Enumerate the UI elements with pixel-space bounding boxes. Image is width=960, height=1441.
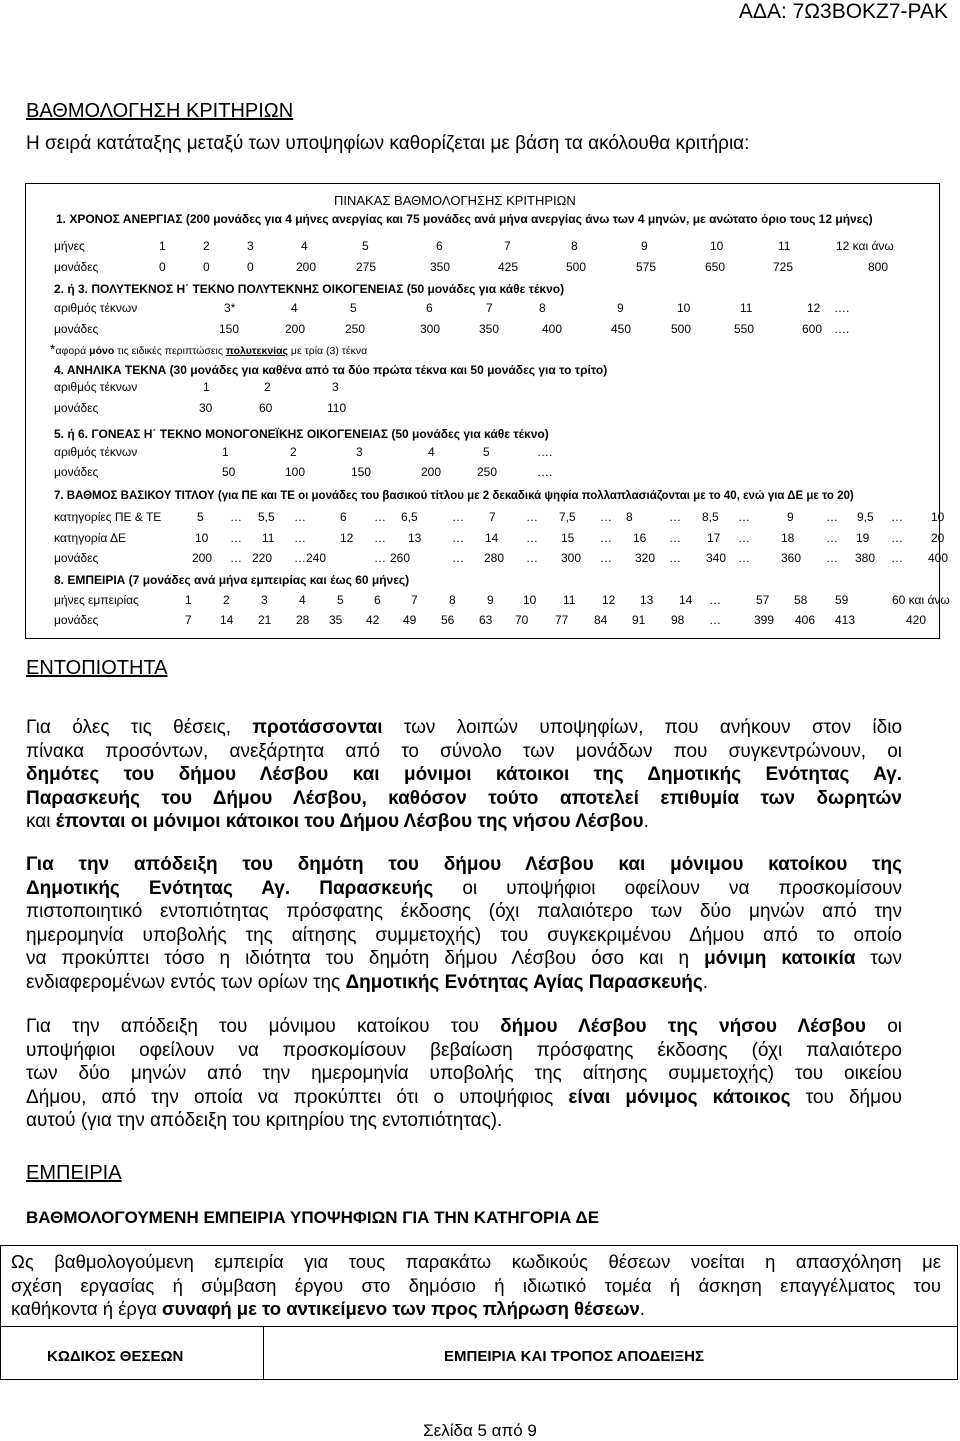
table-cell: 91 xyxy=(632,613,646,627)
section-7-row-label: μονάδες xyxy=(54,551,99,565)
table-cell: … xyxy=(826,510,838,524)
table-cell: … xyxy=(452,551,464,565)
page-number: Σελίδα 5 από 9 xyxy=(423,1421,537,1440)
table-cell: 10 xyxy=(710,239,724,253)
entopiotita-title: ΕΝΤΟΠΙΟΤΗΤΑ xyxy=(26,657,168,679)
table-cell: 35 xyxy=(329,613,343,627)
table-cell: 550 xyxy=(734,322,755,336)
table-cell: 7,5 xyxy=(559,510,576,524)
table-cell: 3 xyxy=(356,445,363,459)
table-cell: … xyxy=(600,531,612,545)
table-cell: 8,5 xyxy=(702,510,719,524)
table-cell: 6 xyxy=(426,301,433,315)
table-cell: 49 xyxy=(403,613,417,627)
table-cell: 406 xyxy=(795,613,816,627)
table-cell: 2 xyxy=(290,445,297,459)
table-cell: 9 xyxy=(487,593,494,607)
table-cell: 4 xyxy=(428,445,435,459)
table-cell: 300 xyxy=(561,551,582,565)
table-cell: 56 xyxy=(441,613,455,627)
table-cell: …. xyxy=(834,322,850,336)
table-cell: 12 xyxy=(807,301,821,315)
table-cell: … xyxy=(374,551,386,565)
table-cell: 3 xyxy=(247,239,254,253)
section-7-row-label: κατηγορία ΔΕ xyxy=(54,531,126,545)
section-7-heading: 7. ΒΑΘΜΟΣ ΒΑΣΙΚΟΥ ΤΙΤΛΟΥ (για ΠΕ και ΤΕ οι μονάδες του βασικού τίτλου με 2 δεκαδικά ψηφία πολλαπλασιάζονται με το 40, ενώ για ΔΕ με το 20) xyxy=(54,490,854,502)
table-cell: 320 xyxy=(635,551,656,565)
column-divider xyxy=(263,1326,264,1380)
table-cell: … xyxy=(669,551,681,565)
table-cell: 10 xyxy=(523,593,537,607)
criteria-table-title: ΠΙΝΑΚΑΣ ΒΑΘΜΟΛΟΓΗΣΗΣ ΚΡΙΤΗΡΙΩΝ xyxy=(334,193,576,208)
table-cell: 150 xyxy=(219,322,240,336)
table-cell: … xyxy=(294,531,306,545)
table-cell: 5,5 xyxy=(258,510,275,524)
table-cell: … xyxy=(826,531,838,545)
table-cell: 11 xyxy=(778,239,791,253)
table-cell: … xyxy=(294,551,306,565)
experience-description: Ως βαθμολογούμενη εμπειρία για τους παρακάτω κωδικούς θέσεων νοείται η απασχόληση με σχέση εργασίας ή σύμβαση έργου στο δημόσιο ή ιδιωτικό τομέα ή άσκηση επαγγέλματος του καθήκοντα ή έργα συναφή με το αντικείμενο των προς πλήρωση θέσεων. xyxy=(11,1251,941,1319)
table-cell: … xyxy=(669,531,681,545)
table-divider xyxy=(1,1326,957,1327)
entopiotita-paragraph-3: Για την απόδειξη του μόνιμου κατοίκου του δήμου Λέσβου της νήσου Λέσβου οι υποψήφιοι οφείλουν να προσκομίσουν βεβαίωση πρόσφατης έκδοσης (όχι παλαιότερο των δύο μηνών από την ημερομηνία υποβολής της αίτησης συμμετοχής) του οικείου Δήμου, από την οποία να προκύπτει ότι ο υποψήφιος είναι μόνιμος κάτοικος του δήμου αυτού (για την απόδειξη του κριτηρίου της εντοπιότητας). xyxy=(26,1016,902,1131)
table-cell: 110 xyxy=(327,401,347,415)
table-cell: 20 xyxy=(931,531,945,545)
table-cell: 21 xyxy=(258,613,272,627)
section-1-row-label: μονάδες xyxy=(54,260,99,274)
entopiotita-paragraph-1: Για όλες τις θέσεις, προτάσσονται των λοιπών υποψηφίων, που ανήκουν στον ίδιο πίνακα προσόντων, ανεξάρτητα από το σύνολο των μονάδων που συγκεντρώνουν, οι δημότες του δήμου Λέσβου και μόνιμοι κάτοικοι της Δημοτικής Ενότητας Αγ. Παρασκευής του Δήμου Λέσβου, καθόσον τούτο αποτελεί επιθυμία των δωρητών και έπονται οι μόνιμοι κάτοικοι του Δήμου Λέσβου της νήσου Λέσβου. xyxy=(26,717,903,832)
table-cell: 8 xyxy=(571,239,578,253)
table-cell: … xyxy=(709,593,721,607)
table-cell: 17 xyxy=(707,531,721,545)
table-cell: 60 xyxy=(259,401,273,415)
table-cell: 28 xyxy=(296,613,310,627)
table-cell: 10 xyxy=(195,531,209,545)
table-cell: 4 xyxy=(291,301,298,315)
table-cell: 5 xyxy=(362,239,369,253)
table-cell: 6 xyxy=(374,593,381,607)
table-cell: 260 xyxy=(390,551,411,565)
table-cell: 19 xyxy=(856,531,870,545)
section-7-row-label: κατηγορίες ΠΕ & ΤΕ xyxy=(54,510,162,524)
table-cell: … xyxy=(230,510,242,524)
experience-table xyxy=(0,1245,958,1380)
table-cell: 77 xyxy=(555,613,569,627)
section-8-heading: 8. ΕΜΠΕΙΡΙΑ (7 μονάδες ανά μήνα εμπειρίας και έως 60 μήνες) xyxy=(54,573,410,587)
table-cell: 2 xyxy=(203,239,210,253)
table-cell: … xyxy=(526,551,538,565)
table-cell: 7 xyxy=(486,301,493,315)
empeiria-subtitle: ΒΑΘΜΟΛΟΓΟΥΜΕΝΗ ΕΜΠΕΙΡΙΑ ΥΠΟΨΗΦΙΩΝ ΓΙΑ ΤΗΝ ΚΑΤΗΓΟΡΙΑ ΔΕ xyxy=(26,1208,600,1227)
table-cell: 59 xyxy=(835,593,849,607)
table-cell: 420 xyxy=(906,613,927,627)
table-cell: 12 και άνω xyxy=(836,239,894,253)
table-cell: 400 xyxy=(928,551,949,565)
table-cell: 9 xyxy=(787,510,794,524)
table-cell: 98 xyxy=(671,613,685,627)
section-5-row-label: μονάδες xyxy=(54,465,99,479)
table-cell: 8 xyxy=(626,510,633,524)
table-cell: 3 xyxy=(261,593,268,607)
table-cell: 5 xyxy=(337,593,344,607)
table-cell: 60 και άνω xyxy=(892,593,950,607)
table-cell: 12 xyxy=(340,531,354,545)
section-2-row-label: μονάδες xyxy=(54,322,99,336)
table-cell: 16 xyxy=(633,531,647,545)
table-cell: 1 xyxy=(159,239,166,253)
table-cell: 500 xyxy=(671,322,692,336)
ada-code: ΑΔΑ: 7Ω3ΒΟΚΖ7-ΡΑΚ xyxy=(738,0,948,23)
section-4-row-label: αριθμός τέκνων xyxy=(54,380,138,394)
table-cell: … xyxy=(709,613,721,627)
table-cell: …. xyxy=(834,301,850,315)
table-cell: 725 xyxy=(773,260,794,274)
table-cell: …. xyxy=(537,465,553,479)
table-cell: 413 xyxy=(835,613,856,627)
entopiotita-paragraph-2: Για την απόδειξη του δημότη του δήμου Λέσβου και μόνιμου κατοίκου της Δημοτικής Ενότητας Αγ. Παρασκευής οι υποψήφιοι οφείλουν να προσκομίσουν πιστοποιητικό εντοπιότητας πρόσφατης έκδοσης (όχι παλαιότερο των δύο μηνών από την ημερομηνία υποβολής της αίτησης συμμετοχής) του συγκεκριμένου Δήμου από το οποίο να προκύπτει τόσο η ιδιότητα του δημότη δήμου Λέσβου όσο και η μόνιμη κατοικία των ενδιαφερομένων εντός των ορίων της Δημοτικής Ενότητας Αγίας Παρασκευής. xyxy=(26,854,902,993)
table-cell: 100 xyxy=(285,465,306,479)
section-4-heading: 4. ΑΝΗΛΙΚΑ ΤΕΚΝΑ (30 μονάδες για καθένα από τα δύο πρώτα τέκνα και 50 μονάδες για το τρίτο) xyxy=(54,363,608,377)
table-cell: 360 xyxy=(781,551,802,565)
table-cell: 10 xyxy=(931,510,945,524)
table-cell: 575 xyxy=(636,260,657,274)
table-cell: 250 xyxy=(345,322,366,336)
table-cell: 0 xyxy=(203,260,210,274)
criteria-table xyxy=(25,183,950,639)
table-cell: 14 xyxy=(485,531,499,545)
table-cell: 70 xyxy=(515,613,529,627)
table-cell: 3 xyxy=(332,380,339,394)
table-cell: … xyxy=(738,531,750,545)
section-8-row-label: μήνες εμπειρίας xyxy=(54,593,139,607)
table-cell: 200 xyxy=(421,465,442,479)
table-cell: 399 xyxy=(754,613,775,627)
table-cell: 12 xyxy=(602,593,616,607)
table-cell: … xyxy=(452,510,464,524)
table-cell: 11 xyxy=(563,593,576,607)
table-cell: … xyxy=(600,551,612,565)
table-cell: … xyxy=(891,551,903,565)
section-2-heading: 2. ή 3. ΠΟΛΥΤΕΚΝΟΣ Η΄ ΤΕΚΝΟ ΠΟΛΥΤΕΚΝΗΣ ΟΙΚΟΓΕΝΕΙΑΣ (50 μονάδες για κάθε τέκνο) xyxy=(54,282,565,296)
section-4-row-label: μονάδες xyxy=(54,401,99,415)
section-2-note: *αφορά μόνο τις ειδικές περιπτώσεις πολυτεκνίας με τρία (3) τέκνα xyxy=(50,341,368,357)
table-cell: … xyxy=(230,551,242,565)
table-cell: … xyxy=(526,510,538,524)
table-cell: 63 xyxy=(479,613,493,627)
section-2-row-label: αριθμός τέκνων xyxy=(54,301,138,315)
table-cell: 5 xyxy=(197,510,204,524)
table-cell: 280 xyxy=(484,551,505,565)
table-cell: 7 xyxy=(411,593,418,607)
table-cell: 6,5 xyxy=(401,510,418,524)
table-cell: 42 xyxy=(366,613,380,627)
table-cell: … xyxy=(669,510,681,524)
table-cell: 10 xyxy=(677,301,691,315)
table-cell: 200 xyxy=(296,260,317,274)
table-cell: 0 xyxy=(159,260,166,274)
table-cell: 240 xyxy=(306,551,327,565)
table-cell: 1 xyxy=(185,593,192,607)
section-1-row-label: μήνες xyxy=(54,239,85,253)
table-cell: … xyxy=(891,510,903,524)
table-cell: 4 xyxy=(301,239,308,253)
table-cell: 3* xyxy=(224,301,236,315)
table-cell: 9 xyxy=(641,239,648,253)
column-header-experience: ΕΜΠΕΙΡΙΑ ΚΑΙ ΤΡΟΠΟΣ ΑΠΟΔΕΙΞΗΣ xyxy=(444,1348,704,1365)
table-cell: 13 xyxy=(408,531,422,545)
table-cell: 250 xyxy=(477,465,498,479)
table-cell: 18 xyxy=(781,531,795,545)
table-cell: 500 xyxy=(566,260,587,274)
section-8-row-label: μονάδες xyxy=(54,613,99,627)
table-cell: 50 xyxy=(222,465,236,479)
table-cell: … xyxy=(452,531,464,545)
table-cell: 425 xyxy=(498,260,519,274)
table-cell: … xyxy=(826,551,838,565)
table-cell: 11 xyxy=(740,301,753,315)
table-cell: 8 xyxy=(449,593,456,607)
table-cell: 450 xyxy=(611,322,632,336)
page-title: ΒΑΘΜΟΛΟΓΗΣΗ ΚΡΙΤΗΡΙΩΝ xyxy=(26,100,294,122)
table-cell: 6 xyxy=(340,510,347,524)
table-cell: 14 xyxy=(679,593,693,607)
table-cell: 57 xyxy=(756,593,770,607)
intro-text: Η σειρά κατάταξης μεταξύ των υποψηφίων καθορίζεται με βάση τα ακόλουθα κριτήρια: xyxy=(26,133,750,154)
table-cell: … xyxy=(526,531,538,545)
table-cell: 1 xyxy=(203,380,210,394)
table-cell: 9 xyxy=(617,301,624,315)
table-cell: 600 xyxy=(802,322,823,336)
table-cell: 5 xyxy=(483,445,490,459)
table-cell: 1 xyxy=(222,445,229,459)
column-header-codes: ΚΩΔΙΚΟΣ ΘΕΣΕΩΝ xyxy=(47,1348,184,1365)
table-cell: 800 xyxy=(868,260,889,274)
section-1-heading: 1. ΧΡΟΝΟΣ ΑΝΕΡΓΙΑΣ (200 μονάδες για 4 μήνες ανεργίας και 75 μονάδες ανά μήνα ανεργίας άνω των 4 μηνών, με ανώτατο όριο τους 12 μήνες) xyxy=(56,212,873,226)
table-cell: … xyxy=(294,510,306,524)
table-cell: … xyxy=(230,531,242,545)
table-cell: 8 xyxy=(539,301,546,315)
table-cell: 650 xyxy=(705,260,726,274)
empeiria-title: ΕΜΠΕΙΡΙΑ xyxy=(26,1162,122,1184)
table-cell: 84 xyxy=(594,613,608,627)
table-cell: … xyxy=(600,510,612,524)
section-5-row-label: αριθμός τέκνων xyxy=(54,445,138,459)
table-cell: 275 xyxy=(356,260,377,274)
table-cell: 13 xyxy=(640,593,654,607)
table-cell: 6 xyxy=(436,239,443,253)
section-5-heading: 5. ή 6. ΓΟΝΕΑΣ Η΄ ΤΕΚΝΟ ΜΟΝΟΓΟΝΕΪΚΗΣ ΟΙΚΟΓΕΝΕΙΑΣ (50 μονάδες για κάθε τέκνο) xyxy=(54,427,549,441)
table-cell: 7 xyxy=(489,510,496,524)
table-cell: 9,5 xyxy=(857,510,874,524)
table-cell: 58 xyxy=(794,593,808,607)
table-cell: 14 xyxy=(220,613,234,627)
table-cell: 350 xyxy=(430,260,451,274)
table-cell: 380 xyxy=(855,551,876,565)
table-cell: … xyxy=(374,531,386,545)
table-cell: … xyxy=(738,510,750,524)
table-cell: 4 xyxy=(299,593,306,607)
table-cell: … xyxy=(738,551,750,565)
table-cell: 400 xyxy=(542,322,563,336)
table-cell: 15 xyxy=(561,531,575,545)
table-cell: 150 xyxy=(351,465,372,479)
table-cell: … xyxy=(891,531,903,545)
table-cell: …. xyxy=(537,445,553,459)
table-cell: 200 xyxy=(285,322,306,336)
table-cell: 0 xyxy=(247,260,254,274)
table-cell: 200 xyxy=(192,551,213,565)
table-cell: 7 xyxy=(504,239,511,253)
table-cell: 350 xyxy=(479,322,500,336)
table-cell: 300 xyxy=(420,322,441,336)
table-cell: 11 xyxy=(262,531,275,545)
table-cell: 2 xyxy=(223,593,230,607)
table-cell: 30 xyxy=(199,401,213,415)
table-cell: … xyxy=(374,510,386,524)
table-cell: 2 xyxy=(264,380,271,394)
table-cell: 220 xyxy=(252,551,273,565)
table-cell: 7 xyxy=(185,613,192,627)
table-cell: 340 xyxy=(706,551,727,565)
table-cell: 5 xyxy=(350,301,357,315)
